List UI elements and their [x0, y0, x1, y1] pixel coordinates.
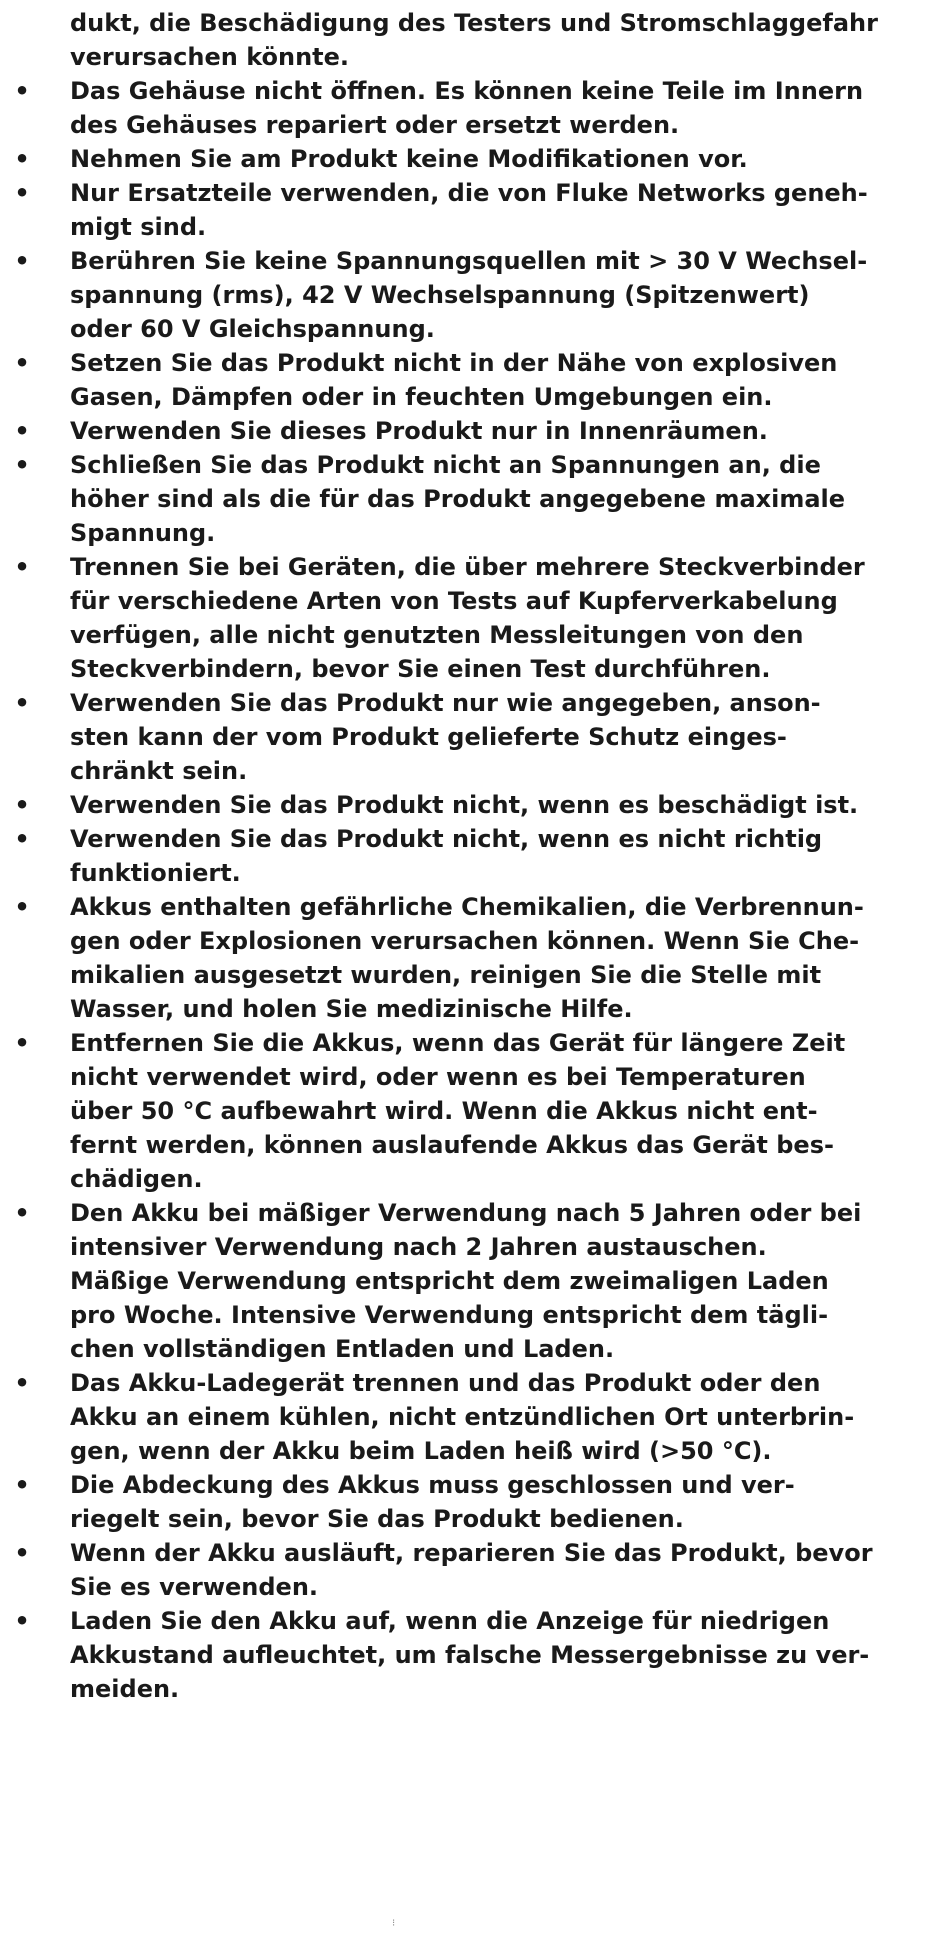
text-line: oder 60 V Gleichspannung. — [70, 315, 435, 343]
text-line: Nur Ersatzteile verwenden, die von Fluke Networks geneh- — [70, 179, 868, 207]
text-line: Akkustand aufleuchtet, um falsche Messergebnisse zu ver- — [70, 1641, 870, 1669]
bullet-icon: • — [14, 1607, 30, 1635]
bullet-icon: • — [14, 349, 30, 377]
text-line: Laden Sie den Akku auf, wenn die Anzeige für niedrigen — [70, 1607, 830, 1635]
text-line: pro Woche. Intensive Verwendung entspricht dem tägli- — [70, 1301, 829, 1329]
bullet-icon: • — [14, 1199, 30, 1227]
text-line: Entfernen Sie die Akkus, wenn das Gerät für längere Zeit — [70, 1029, 846, 1057]
text-line: Den Akku bei mäßiger Verwendung nach 5 Jahren oder bei — [70, 1199, 862, 1227]
bullet-item — [0, 1366, 950, 1468]
bullet-item — [0, 1468, 950, 1536]
text-line: Die Abdeckung des Akkus muss geschlossen und ver- — [70, 1471, 795, 1499]
text-line: funktioniert. — [70, 859, 241, 887]
text-line: Sie es verwenden. — [70, 1573, 319, 1601]
text-line: höher sind als die für das Produkt angegebene maximale — [70, 485, 846, 513]
bullet-icon: • — [14, 179, 30, 207]
text-line: sten kann der vom Produkt gelieferte Schutz einges- — [70, 723, 787, 751]
text-line: Akkus enthalten gefährliche Chemikalien, die Verbrennun- — [70, 893, 864, 921]
bullet-item — [0, 1604, 950, 1706]
bullet-icon: • — [14, 247, 30, 275]
bullet-icon: • — [14, 825, 30, 853]
bullet-item — [0, 142, 950, 176]
bullet-icon: • — [14, 145, 30, 173]
text-line: mikalien ausgesetzt wurden, reinigen Sie die Stelle mit — [70, 961, 822, 989]
text-line: dukt, die Beschädigung des Testers und Stromschlaggefahr — [70, 9, 878, 37]
text-line: Verwenden Sie dieses Produkt nur in Innenräumen. — [70, 417, 768, 445]
bullet-icon: • — [14, 451, 30, 479]
bullet-item — [0, 74, 950, 142]
bullet-item — [0, 686, 950, 788]
bullet-icon: • — [14, 893, 30, 921]
text-line: gen oder Explosionen verursachen können. Wenn Sie Che- — [70, 927, 860, 955]
bullet-icon: • — [14, 553, 30, 581]
bullet-icon: • — [14, 1029, 30, 1057]
bullet-icon: • — [14, 417, 30, 445]
text-line: intensiver Verwendung nach 2 Jahren austauschen. — [70, 1233, 767, 1261]
text-line: spannung (rms), 42 V Wechselspannung (Spitzenwert) — [70, 281, 810, 309]
text-line: gen, wenn der Akku beim Laden heiß wird (>50 °C). — [70, 1437, 772, 1465]
text-line: des Gehäuses repariert oder ersetzt werden. — [70, 111, 680, 139]
bullet-item — [0, 1026, 950, 1196]
bullet-item — [0, 550, 950, 686]
page-marker: ⁝ — [392, 1918, 396, 1929]
text-line: Mäßige Verwendung entspricht dem zweimaligen Laden — [70, 1267, 829, 1295]
text-line: verfügen, alle nicht genutzten Messleitungen von den — [70, 621, 804, 649]
text-line: Das Akku-Ladegerät trennen und das Produkt oder den — [70, 1369, 821, 1397]
bullet-item — [0, 414, 950, 448]
text-line: Berühren Sie keine Spannungsquellen mit > 30 V Wechsel- — [70, 247, 868, 275]
bullet-icon: • — [14, 1539, 30, 1567]
text-line: Verwenden Sie das Produkt nicht, wenn es nicht richtig — [70, 825, 823, 853]
text-line: chädigen. — [70, 1165, 203, 1193]
text-line: Steckverbindern, bevor Sie einen Test durchführen. — [70, 655, 771, 683]
bullet-icon: • — [14, 689, 30, 717]
bullet-item — [0, 890, 950, 1026]
text-line: meiden. — [70, 1675, 180, 1703]
bullet-icon: • — [14, 1369, 30, 1397]
text-line: chen vollständigen Entladen und Laden. — [70, 1335, 615, 1363]
text-line: Nehmen Sie am Produkt keine Modifikationen vor. — [70, 145, 748, 173]
bullet-item — [0, 1196, 950, 1366]
text-line: fernt werden, können auslaufende Akkus das Gerät bes- — [70, 1131, 834, 1159]
bullet-icon: • — [14, 1471, 30, 1499]
safety-instructions-list — [0, 6, 950, 1706]
text-line: nicht verwendet wird, oder wenn es bei Temperaturen — [70, 1063, 806, 1091]
text-line: Spannung. — [70, 519, 216, 547]
text-line: Das Gehäuse nicht öffnen. Es können keine Teile im Innern — [70, 77, 864, 105]
bullet-item — [0, 1536, 950, 1604]
text-line: Schließen Sie das Produkt nicht an Spannungen an, die — [70, 451, 821, 479]
bullet-icon: • — [14, 791, 30, 819]
continuation-paragraph — [0, 6, 950, 74]
bullet-icon: • — [14, 77, 30, 105]
text-line: über 50 °C aufbewahrt wird. Wenn die Akkus nicht ent- — [70, 1097, 818, 1125]
text-line: migt sind. — [70, 213, 207, 241]
bullet-item — [0, 448, 950, 550]
text-line: Wasser, und holen Sie medizinische Hilfe. — [70, 995, 633, 1023]
text-line: Wenn der Akku ausläuft, reparieren Sie das Produkt, bevor — [70, 1539, 873, 1567]
bullet-item — [0, 176, 950, 244]
text-line: verursachen könnte. — [70, 43, 350, 71]
text-line: riegelt sein, bevor Sie das Produkt bedienen. — [70, 1505, 684, 1533]
text-line: Setzen Sie das Produkt nicht in der Nähe von explosiven — [70, 349, 838, 377]
text-line: Verwenden Sie das Produkt nur wie angegeben, anson- — [70, 689, 821, 717]
text-line: Gasen, Dämpfen oder in feuchten Umgebungen ein. — [70, 383, 773, 411]
bullet-item — [0, 346, 950, 414]
text-line: Trennen Sie bei Geräten, die über mehrere Steckverbinder — [70, 553, 865, 581]
text-line: Akku an einem kühlen, nicht entzündlichen Ort unterbrin- — [70, 1403, 855, 1431]
bullet-item — [0, 788, 950, 822]
text-line: Verwenden Sie das Produkt nicht, wenn es beschädigt ist. — [70, 791, 859, 819]
text-line: chränkt sein. — [70, 757, 248, 785]
bullet-item — [0, 822, 950, 890]
bullet-item — [0, 244, 950, 346]
text-line: für verschiedene Arten von Tests auf Kupferverkabelung — [70, 587, 838, 615]
